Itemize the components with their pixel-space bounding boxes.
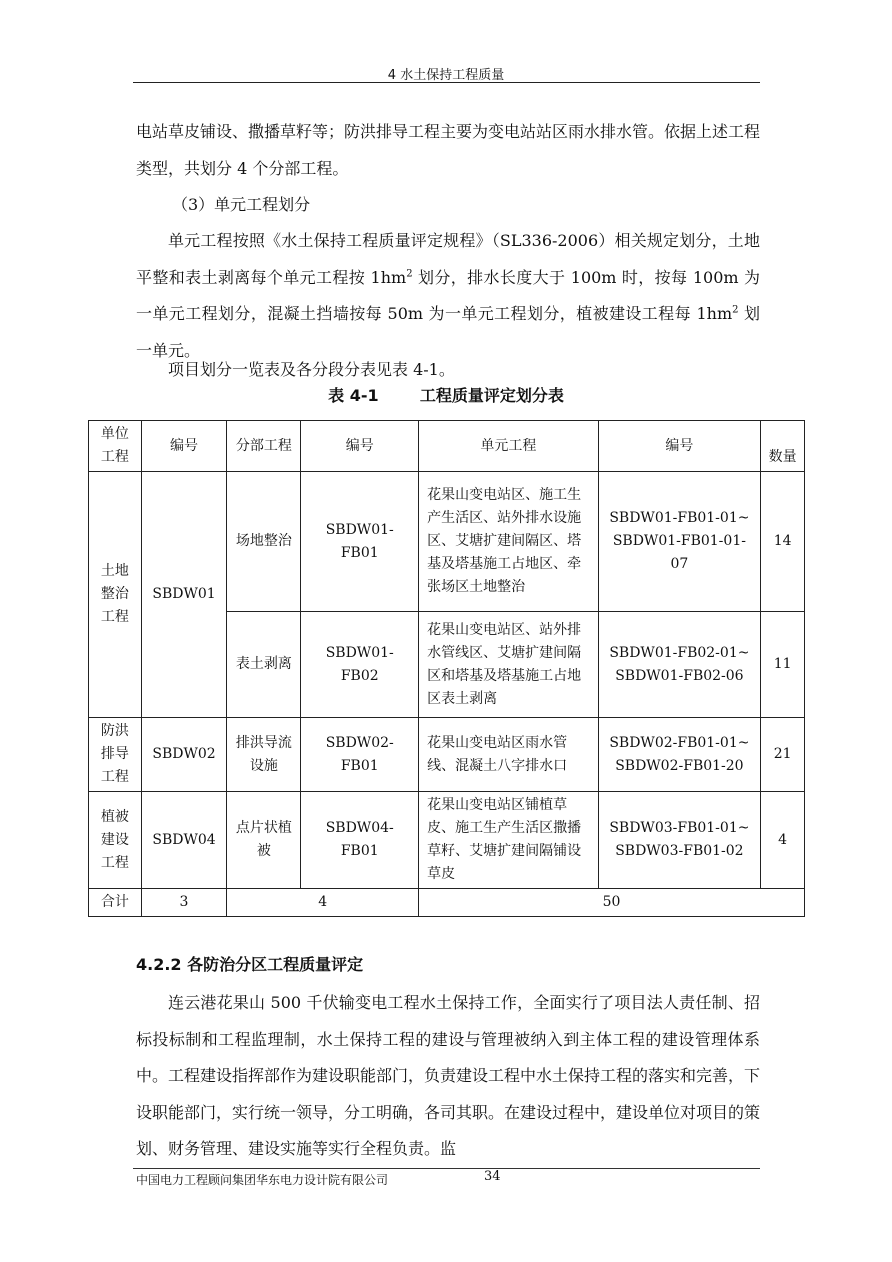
element-code-end: SBDW01-FB02-06 bbox=[615, 667, 744, 684]
header-rule bbox=[133, 82, 760, 83]
table-number: 表 4-1 bbox=[328, 386, 379, 405]
total-row bbox=[89, 889, 805, 917]
section-heading: 4.2.2 各防治分区工程质量评定 bbox=[136, 955, 364, 974]
element-code-start: SBDW03-FB01-01~ bbox=[609, 820, 750, 836]
unit-code-cell: SBDW01 bbox=[141, 472, 227, 718]
superscript-2: 2 bbox=[732, 304, 739, 316]
header-unit: 单位工程 bbox=[89, 421, 142, 472]
element-code-cell bbox=[598, 792, 761, 889]
quality-division-table bbox=[88, 420, 805, 917]
paragraph-3 bbox=[136, 223, 760, 369]
element-code-end: SBDW03-FB01-02 bbox=[615, 843, 744, 859]
running-header: 4 水土保持工程质量 bbox=[387, 68, 505, 83]
table-header-row bbox=[89, 421, 805, 472]
element-cell: 花果山变电站区、施工生产生活区、站外排水设施区、艾塘扩建间隔区、塔基及塔基施工占地区、牵张场区土地整治 bbox=[419, 472, 598, 612]
total-label: 合计 bbox=[89, 889, 142, 917]
unit-cell: 防洪排导工程 bbox=[89, 718, 142, 792]
element-code-start: SBDW01-FB01-01~ bbox=[609, 510, 750, 526]
table-row bbox=[89, 718, 805, 792]
paragraph-1: 电站草皮铺设、撒播草籽等；防洪排导工程主要为变电站站区雨水排水管。依据上述工程类型，共划分 4 个分部工程。 bbox=[136, 122, 761, 178]
header-code: 编号 bbox=[301, 421, 419, 472]
qty-cell: 4 bbox=[761, 792, 805, 889]
element-code-cell bbox=[598, 718, 761, 792]
page-number: 34 bbox=[484, 1169, 501, 1184]
element-cell: 花果山变电站区、站外排水管线区、艾塘扩建间隔区和塔基及塔基施工占地区表土剥离 bbox=[419, 612, 598, 718]
unit-code-cell: SBDW02 bbox=[141, 718, 227, 792]
header-qty: 数量 bbox=[761, 421, 805, 472]
header-sub: 分部工程 bbox=[227, 421, 301, 472]
qty-cell: 21 bbox=[761, 718, 805, 792]
header-element: 单元工程 bbox=[419, 421, 598, 472]
table-title: 工程质量评定划分表 bbox=[419, 386, 564, 405]
total-subs: 4 bbox=[227, 889, 419, 917]
paragraph-3-part-c: 划一单元。 bbox=[136, 304, 760, 360]
element-code-cell bbox=[598, 612, 761, 718]
header-code: 编号 bbox=[141, 421, 227, 472]
element-code-start: SBDW02-FB01-01~ bbox=[609, 734, 750, 751]
sub-code-cell: SBDW01-FB01 bbox=[301, 472, 419, 612]
paragraph-3-part-b: 划分，排水长度大于 100m 时，按每 100m 为一单元工程划分，混凝土挡墙按每 50m 为一单元工程划分，植被建设工程每 1hm bbox=[136, 267, 760, 323]
table-caption bbox=[0, 383, 892, 406]
total-elements: 50 bbox=[419, 889, 805, 917]
section-body: 连云港花果山 500 千伏输变电工程水土保持工作，全面实行了项目法人责任制、招标投标制和工程监理制，水土保持工程的建设与管理被纳入到主体工程的建设管理体系中。工程建设指挥部作为建设职能部门，负责建设工程中水土保持工程的落实和完善，下设职能部门，实行统一领导，分工明确，各司其职。在建设过程中，建设单位对项目的策划、财务管理、建设实施等实行全程负责。监 bbox=[136, 993, 761, 1158]
unit-cell: 土地整治工程 bbox=[89, 472, 142, 718]
paragraph-4: 项目划分一览表及各分段分表见表 4-1。 bbox=[168, 360, 455, 379]
footer-rule bbox=[133, 1168, 760, 1169]
element-code-start: SBDW01-FB02-01~ bbox=[609, 644, 750, 661]
footer-company: 中国电力工程顾问集团华东电力设计院有限公司 bbox=[136, 1173, 389, 1187]
sub-code-cell: SBDW04-FB01 bbox=[301, 792, 419, 889]
sub-cell: 场地整治 bbox=[227, 472, 301, 612]
element-code-end: SBDW01-FB01-01-07 bbox=[612, 533, 746, 572]
subsection-heading: （3）单元工程划分 bbox=[172, 195, 311, 214]
table-row bbox=[89, 792, 805, 889]
table-row bbox=[89, 472, 805, 612]
sub-cell: 表土剥离 bbox=[227, 612, 301, 718]
total-units: 3 bbox=[141, 889, 227, 917]
element-code-cell bbox=[598, 472, 761, 612]
unit-code-cell: SBDW04 bbox=[141, 792, 227, 889]
element-cell: 花果山变电站区铺植草皮、施工生产生活区撒播草籽、艾塘扩建间隔铺设草皮 bbox=[419, 792, 598, 889]
sub-code-cell: SBDW01-FB02 bbox=[301, 612, 419, 718]
element-cell: 花果山变电站区雨水管线、混凝土八字排水口 bbox=[419, 718, 598, 792]
superscript-2: 2 bbox=[406, 268, 413, 280]
sub-code-cell: SBDW02-FB01 bbox=[301, 718, 419, 792]
paragraph-3-part-a: 单元工程按照《水土保持工程质量评定规程》（SL336-2006）相关规定划分，土地平整和表土剥离每个单元工程按 1hm bbox=[136, 231, 760, 287]
qty-cell: 14 bbox=[761, 472, 805, 612]
element-code-end: SBDW02-FB01-20 bbox=[615, 757, 744, 774]
sub-cell: 点片状植被 bbox=[227, 792, 301, 889]
unit-cell: 植被建设工程 bbox=[89, 792, 142, 889]
header-code: 编号 bbox=[598, 421, 761, 472]
sub-cell: 排洪导流设施 bbox=[227, 718, 301, 792]
qty-cell: 11 bbox=[761, 612, 805, 718]
